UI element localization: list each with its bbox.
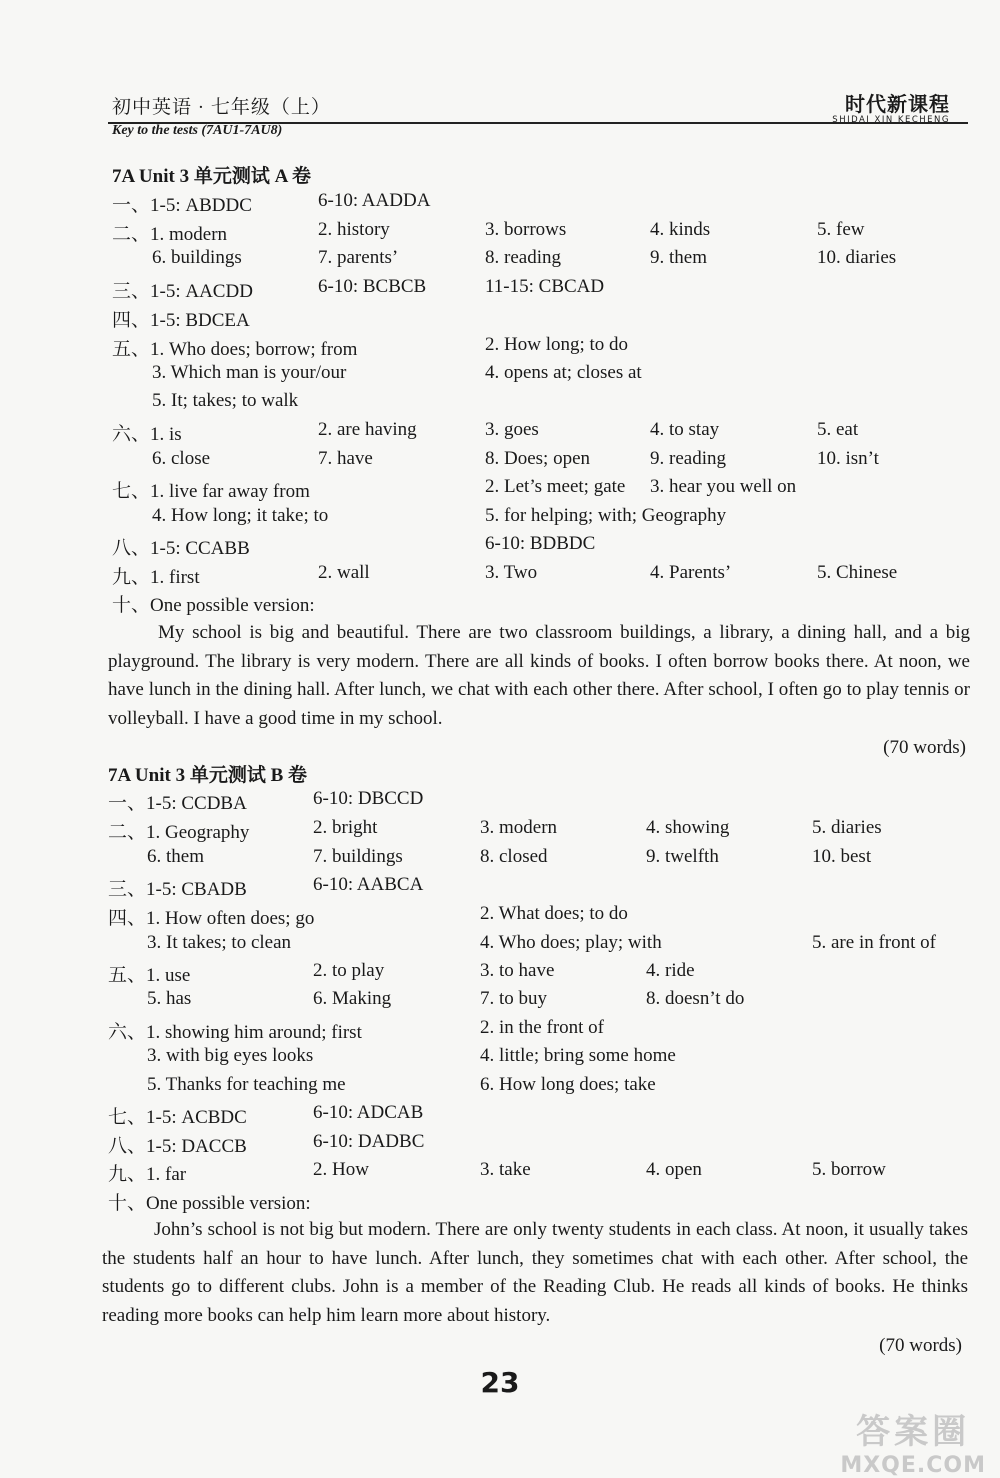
answer-cell: 6-10: DBCCD	[313, 788, 424, 809]
test-a-word-count: (70 words)	[883, 737, 966, 758]
answer-cell: 5. Chinese	[817, 562, 898, 583]
answer-cell: 7. buildings	[313, 846, 403, 867]
answer-cell: 8. closed	[480, 846, 548, 867]
answer-cell: 3. borrows	[485, 219, 567, 240]
answer-cell: 5. few	[817, 219, 865, 240]
answer-cell: 四、1. How often does; go	[108, 908, 315, 929]
answer-cell: 七、1. live far away from	[112, 481, 310, 502]
brand-logo	[832, 88, 950, 125]
answer-cell: 4. opens at; closes at	[485, 362, 642, 383]
answer-cell: 3. to have	[480, 960, 555, 981]
answer-cell: 5. borrow	[812, 1159, 886, 1180]
answer-cell: 九、1. far	[108, 1164, 187, 1185]
answer-cell: 11-15: CBCAD	[485, 276, 605, 297]
answer-cell: 五、1. use	[108, 965, 191, 986]
test-b-essay: John’s school is not big but modern. There are only twenty students in each class. At noon, it usually takes the students half an hour to have lunch. After lunch, they sometimes chat with each other. After school, the students go to different clubs. John is a member of the Reading Club. He reads all kinds of books. He thinks reading more books can help him learn more about history.	[102, 1219, 968, 1326]
watermark-url: MXQE.COM	[840, 1453, 986, 1478]
answer-cell: 一、1-5: CCDBA	[108, 793, 247, 814]
answer-cell: 十、One possible version:	[108, 1193, 311, 1214]
answer-cell: 5. has	[147, 988, 192, 1009]
answer-cell: 5. are in front of	[812, 932, 936, 953]
answer-cell: 3. Two	[485, 562, 538, 583]
watermark-logo-text: 答案圈	[856, 1412, 971, 1452]
answer-cell: 5. eat	[817, 419, 859, 440]
answer-cell: 二、1. modern	[112, 224, 228, 245]
test-b-word-count: (70 words)	[879, 1335, 962, 1356]
answer-cell: 2. How	[313, 1159, 369, 1180]
answer-cell: 2. bright	[313, 817, 378, 838]
answer-cell: 5. diaries	[812, 817, 882, 838]
answer-cell: 3. goes	[485, 419, 539, 440]
answer-cell: 6. them	[147, 846, 204, 867]
answer-cell: 6-10: AABCA	[313, 874, 424, 895]
answer-cell: 6. Making	[313, 988, 392, 1009]
answer-cell: 3. with big eyes looks	[147, 1045, 314, 1066]
book-title: 初中英语 · 七年级（上）	[112, 97, 331, 118]
answer-cell: 5. It; takes; to walk	[152, 390, 299, 411]
answer-key-subtitle: Key to the tests (7AU1-7AU8)	[112, 123, 283, 138]
answer-cell: 8. doesn’t do	[646, 988, 745, 1009]
answer-cell: 4. Parents’	[650, 562, 732, 583]
answer-cell: 9. them	[650, 247, 707, 268]
answer-cell: 6-10: BDBDC	[485, 533, 596, 554]
site-watermark	[840, 1404, 986, 1478]
answer-cell: 4. Who does; play; with	[480, 932, 662, 953]
answer-cell: 十、One possible version:	[112, 595, 315, 616]
answer-cell: 4. little; bring some home	[480, 1045, 676, 1066]
answer-cell: 九、1. first	[112, 567, 200, 588]
answer-cell: 4. to stay	[650, 419, 720, 440]
answer-cell: 2. history	[318, 219, 390, 240]
answer-cell: 8. reading	[485, 247, 561, 268]
answer-cell: 10. isn’t	[817, 448, 879, 469]
answer-cell: 10. diaries	[817, 247, 897, 268]
answer-cell: 三、1-5: CBADB	[108, 879, 247, 900]
answer-cell: 5. for helping; with; Geography	[485, 505, 727, 526]
answer-cell: 7. have	[318, 448, 373, 469]
answer-cell: 7. to buy	[480, 988, 548, 1009]
answer-cell: 4. open	[646, 1159, 702, 1180]
answer-cell: 2. are having	[318, 419, 417, 440]
answer-cell: 八、1-5: DACCB	[108, 1136, 247, 1157]
test-a-title: 7A Unit 3 单元测试 A 卷	[112, 166, 311, 187]
answer-cell: 3. Which man is your/our	[152, 362, 347, 383]
answer-cell: 六、1. showing him around; first	[108, 1022, 362, 1043]
answer-cell: 10. best	[812, 846, 872, 867]
answer-cell: 四、1-5: BDCEA	[112, 310, 250, 331]
answer-cell: 6-10: BCBCB	[318, 276, 427, 297]
answer-cell: 七、1-5: ACBDC	[108, 1107, 247, 1128]
answer-cell: 三、1-5: AACDD	[112, 281, 253, 302]
answer-cell: 2. How long; to do	[485, 334, 629, 355]
answer-cell: 二、1. Geography	[108, 822, 250, 843]
answer-cell: 六、1. is	[112, 424, 182, 445]
answer-cell: 4. How long; it take; to	[152, 505, 329, 526]
answer-cell: 9. reading	[650, 448, 726, 469]
answer-cell: 4. ride	[646, 960, 695, 981]
answer-cell: 一、1-5: ABDDC	[112, 195, 252, 216]
brand-title: 时代新课程	[845, 92, 950, 116]
page-number: 23	[480, 1366, 520, 1399]
answer-cell: 8. Does; open	[485, 448, 591, 469]
answer-cell: 4. kinds	[650, 219, 711, 240]
answer-cell: 3. hear you well on	[650, 476, 797, 497]
answer-cell: 6-10: AADDA	[318, 190, 431, 211]
answer-cell: 八、1-5: CCABB	[112, 538, 250, 559]
answer-cell: 4. showing	[646, 817, 730, 838]
answer-cell: 6. buildings	[152, 247, 242, 268]
answer-cell: 3. take	[480, 1159, 531, 1180]
answer-cell: 7. parents’	[318, 247, 399, 268]
answer-cell: 6. How long does; take	[480, 1074, 656, 1095]
answer-cell: 6-10: DADBC	[313, 1131, 425, 1152]
answer-cell: 6. close	[152, 448, 211, 469]
test-b-title: 7A Unit 3 单元测试 B 卷	[108, 765, 307, 786]
answer-cell: 6-10: ADCAB	[313, 1102, 424, 1123]
answer-cell: 2. in the front of	[480, 1017, 605, 1038]
test-a-essay: My school is big and beautiful. There are two classroom buildings, a library, a dining hall, and a big playground. The library is very modern. There are all kinds of books. I often borrow books there. At noon, we have lunch in the dining hall. After lunch, we chat with each other there. After school, I often go to play tennis or volleyball. I have a good time in my school.	[108, 622, 970, 729]
answer-cell: 2. What does; to do	[480, 903, 628, 924]
brand-pinyin: SHIDAI XIN KECHENG	[832, 115, 950, 125]
answer-cell: 2. to play	[313, 960, 385, 981]
answer-cell: 5. Thanks for teaching me	[147, 1074, 346, 1095]
answer-cell: 2. Let’s meet; gate	[485, 476, 626, 497]
answer-cell: 3. It takes; to clean	[147, 932, 292, 953]
answer-cell: 9. twelfth	[646, 846, 719, 867]
answer-cell: 2. wall	[318, 562, 370, 583]
answer-cell: 3. modern	[480, 817, 558, 838]
answer-cell: 五、1. Who does; borrow; from	[112, 339, 358, 360]
